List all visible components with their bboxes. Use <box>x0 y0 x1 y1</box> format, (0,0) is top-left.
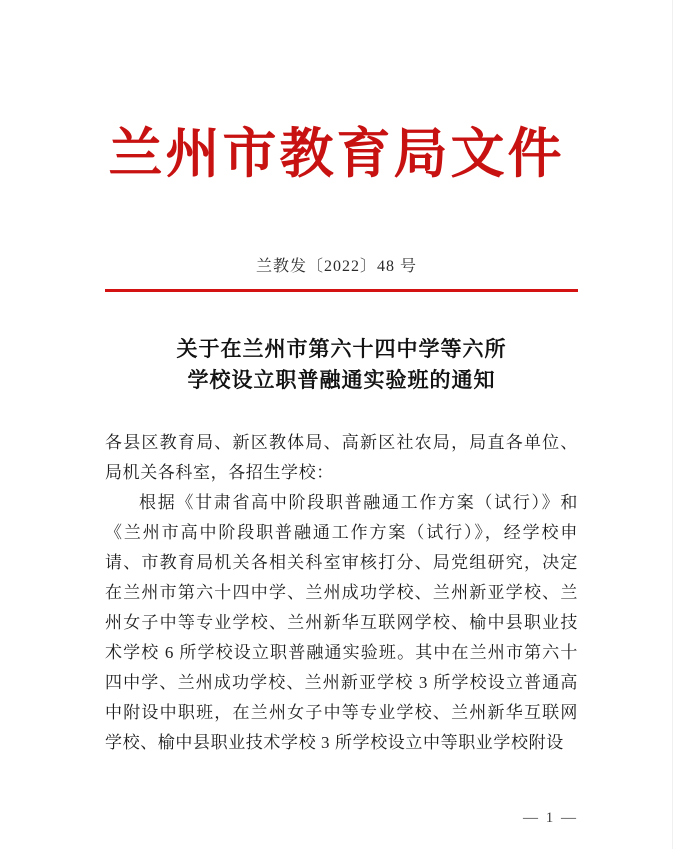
body-paragraph-1: 根据《甘肃省高中阶段职普融通工作方案（试行）》和《兰州市高中阶段职普融通工作方案（试行）》，经学校申请、市教育局机关各相关科室审核打分、局党组研究，决定在兰州市第六十四中学、兰州成功学校、兰州新亚学校、兰州女子中等专业学校、兰州新华互联网学校、榆中县职业技术学校 6 所学校设立职普融通实验班。其中在兰州市第六十四中学、兰州成功学校、兰州新亚学校 3 所学校设立普通高中附设中职班，在兰州女子中等专业学校、兰州新华互联网学校、榆中县职业技术学校 3 所学校设立中等职业学校附设 <box>105 493 578 752</box>
red-separator-rule <box>105 289 578 292</box>
masthead <box>0 124 673 184</box>
issuing-authority-title: 兰州市教育局文件 <box>108 124 565 184</box>
document-heading <box>105 334 578 396</box>
document-heading-line-2: 学校设立职普融通实验班的通知 <box>187 368 496 392</box>
addressee-line: 各县区教育局、新区教体局、高新区社农局，局直各单位、局机关各科室，各招生学校： <box>105 433 578 482</box>
page-number-footer: — 1 — <box>523 810 578 826</box>
document-serial-number: 兰教发〔2022〕48 号 <box>255 258 417 275</box>
document-body <box>105 428 578 758</box>
document-heading-line-1: 关于在兰州市第六十四中学等六所 <box>176 337 507 361</box>
